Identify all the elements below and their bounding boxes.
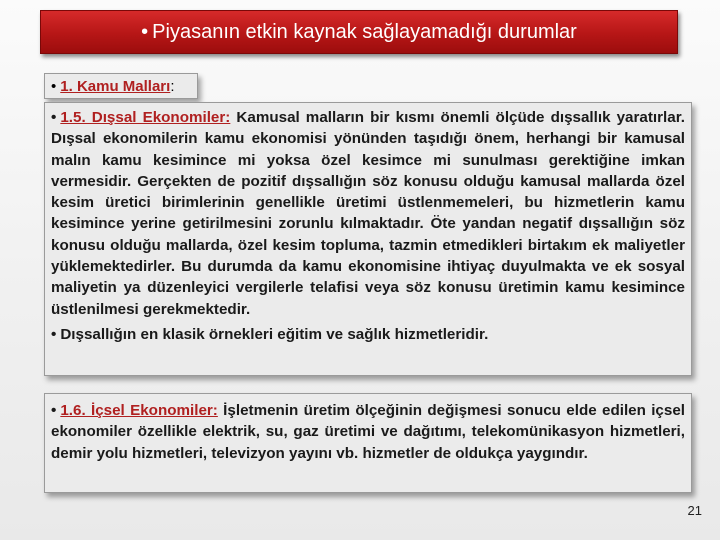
section-label-colon: : bbox=[170, 78, 175, 95]
section-box-public-goods bbox=[44, 73, 198, 99]
internal-economies-heading: 1.6. İçsel Ekonomiler: bbox=[60, 402, 218, 419]
external-economies-box bbox=[44, 102, 692, 376]
internal-economies-box bbox=[44, 393, 692, 493]
section-bullet: • bbox=[51, 78, 57, 95]
paragraph-bullet: • bbox=[51, 402, 57, 419]
section-label: 1. Kamu Malları bbox=[60, 78, 171, 95]
example-bullet: • bbox=[51, 325, 57, 343]
external-economies-body: Kamusal malların bir kısmı önemli ölçüde dışsallık yaratırlar. Dışsal ekonomilerin kamu ekonomisi yönünden taşıdığı önem, herhangi bir kamusal malın kamu kesimince mi yoksa özel kesimce mi sunulması gerektiğine imkan vermesidir. Gerçekten de pozitif dışsallığın söz konusu olduğu kamusal mallarda özel kesim üretici birimlerinin genellikle üretimi üstlenmemeleri, bu hizmetlerin kamu kesimince yerine getirilmesini zorunlu kılmaktadır. Öte yandan negatif dışsallığın söz konusu olduğu mallarda, özel kesim topluma, tazmin etmedikleri birtakım ek maliyetler yüklemektedirler. Bu durumda da kamu ekonomisine ihtiyaç duyulmakta ve ek sosyal maliyetin ya düzenleyici vergilerle telafisi veya söz konusu üretimin kamu kesimince üstlenilmesi gerekmektedir. bbox=[51, 109, 685, 318]
title-bullet: • bbox=[141, 21, 149, 43]
slide-title-bar bbox=[40, 10, 678, 54]
external-economies-paragraph bbox=[51, 107, 685, 320]
internal-economies-body: İşletmenin üretim ölçeğinin değişmesi sonucu elde edilen içsel ekonomiler özellikle elektrik, su, gaz üretimi ve dağıtımı, telekomünikasyon hizmetleri, demir yolu hizmetleri, televizyon yayını vb. hizmetler de oldukça yaygındır. bbox=[51, 402, 685, 462]
external-economies-example bbox=[51, 324, 685, 345]
internal-economies-paragraph bbox=[51, 400, 685, 464]
example-text: Dışsallığın en klasik örnekleri eğitim ve sağlık hizmetleridir. bbox=[60, 325, 489, 343]
external-economies-heading: 1.5. Dışsal Ekonomiler: bbox=[60, 109, 231, 126]
slide-title: Piyasanın etkin kaynak sağlayamadığı durumlar bbox=[152, 21, 577, 43]
page-number: 21 bbox=[687, 503, 702, 518]
paragraph-bullet: • bbox=[51, 109, 57, 126]
